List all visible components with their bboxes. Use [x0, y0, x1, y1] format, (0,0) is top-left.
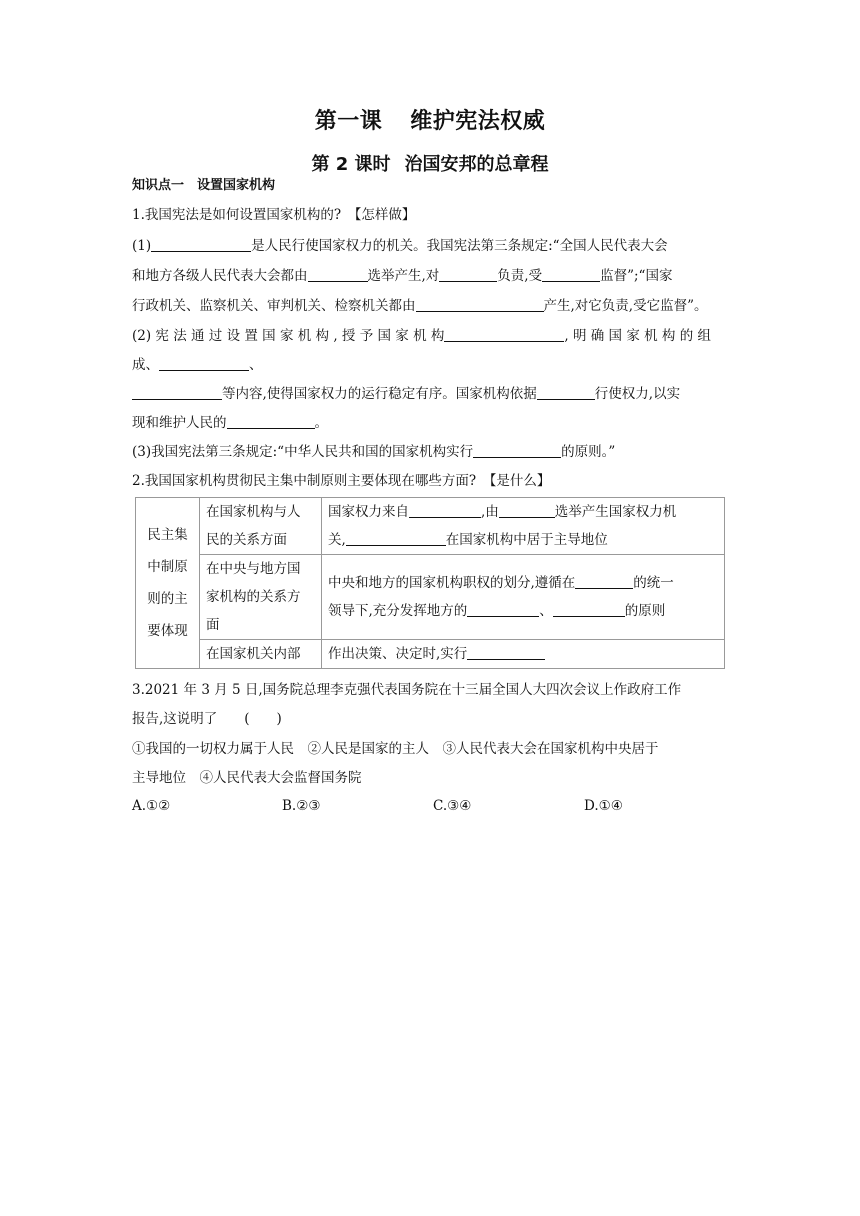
- choice-d[interactable]: D.①④: [584, 798, 623, 814]
- choice-a[interactable]: A.①②: [132, 798, 171, 814]
- section-heading: 知识点一 设置国家机构: [132, 178, 276, 193]
- question-1-stem: 1.我国宪法是如何设置国家机构的? 【怎样做】: [132, 207, 416, 223]
- blank-field[interactable]: [346, 530, 446, 546]
- blank-field[interactable]: [537, 384, 595, 400]
- blank-field[interactable]: [227, 413, 315, 429]
- blank-field[interactable]: [151, 236, 251, 252]
- row-header-cell: 民主集 中制原 则的主 要体现: [136, 498, 200, 669]
- blank-field[interactable]: [439, 266, 497, 282]
- question-3-stem-line2: 报告,这说明了 ( ): [132, 711, 282, 727]
- content-cell: 作出决策、决定时,实行: [322, 640, 725, 669]
- blank-field[interactable]: [473, 442, 561, 458]
- blank-field[interactable]: [444, 326, 564, 342]
- blank-field[interactable]: [499, 502, 555, 518]
- q1-part1-line3: 行政机关、监察机关、审判机关、检察机关都由 产生,对它负责,受它监督”。: [132, 298, 708, 314]
- blank-field[interactable]: [467, 644, 545, 660]
- choice-b[interactable]: B.②③: [282, 798, 321, 814]
- content-cell: 中央和地方的国家机构职权的划分,遵循在 的统一 领导下,充分发挥地方的 、 的原则: [322, 555, 725, 640]
- blank-field[interactable]: [467, 601, 539, 617]
- blank-field[interactable]: [553, 601, 625, 617]
- question-3-statements-line1: ①我国的一切权力属于人民 ②人民是国家的主人 ③人民代表大会在国家机构中央居于: [132, 741, 659, 757]
- q1-part2-line4: 现和维护人民的 。: [132, 415, 328, 431]
- blank-field[interactable]: [409, 502, 481, 518]
- principle-table: [135, 497, 725, 669]
- q1-part3: (3)我国宪法第三条规定:“中华人民共和国的国家机构实行 的原则。”: [132, 444, 616, 460]
- blank-field[interactable]: [542, 266, 600, 282]
- aspect-cell: 在国家机构与人 民的关系方面: [200, 498, 322, 555]
- blank-field[interactable]: [132, 384, 222, 400]
- aspect-cell: 在国家机关内部: [200, 640, 322, 669]
- q1-part2-line3: 等内容,使得国家权力的运行稳定有序。国家机构依据 行使权力,以实: [132, 384, 732, 404]
- content-cell: 国家权力来自 ,由 选举产生国家权力机 关, 在国家机构中居于主导地位: [322, 498, 725, 555]
- blank-field[interactable]: [308, 266, 368, 282]
- q1-part2-line1: (2) 宪 法 通 过 设 置 国 家 机 构 , 授 予 国 家 机 构 , 明 确 国 家 机 构 的 组: [132, 328, 711, 344]
- lesson-title: 第 2 课时 治国安邦的总章程: [311, 154, 549, 175]
- blank-field[interactable]: [159, 355, 249, 371]
- question-3-statements-line2: 主导地位 ④人民代表大会监督国务院: [132, 770, 362, 786]
- question-3-stem-line1: 3.2021 年 3 月 5 日,国务院总理李克强代表国务院在十三届全国人大四次会议上作政府工作: [132, 682, 682, 698]
- aspect-cell: 在中央与地方国 家机构的关系方 面: [200, 555, 322, 640]
- blank-field[interactable]: [416, 296, 544, 312]
- q1-part1-line2: 和地方各级人民代表大会都由 选举产生,对 负责,受 监督”;“国家: [132, 268, 673, 284]
- page-title: 第一课 维护宪法权威: [314, 109, 546, 134]
- blank-field[interactable]: [575, 573, 633, 589]
- q1-part1-line1: (1) 是人民行使国家权力的机关。我国宪法第三条规定:“全国人民代表大会: [132, 238, 668, 254]
- question-2-stem: 2.我国国家机构贯彻民主集中制原则主要体现在哪些方面? 【是什么】: [132, 473, 551, 489]
- q1-part2-line2: 成、 、: [132, 357, 263, 373]
- choice-c[interactable]: C.③④: [433, 798, 472, 814]
